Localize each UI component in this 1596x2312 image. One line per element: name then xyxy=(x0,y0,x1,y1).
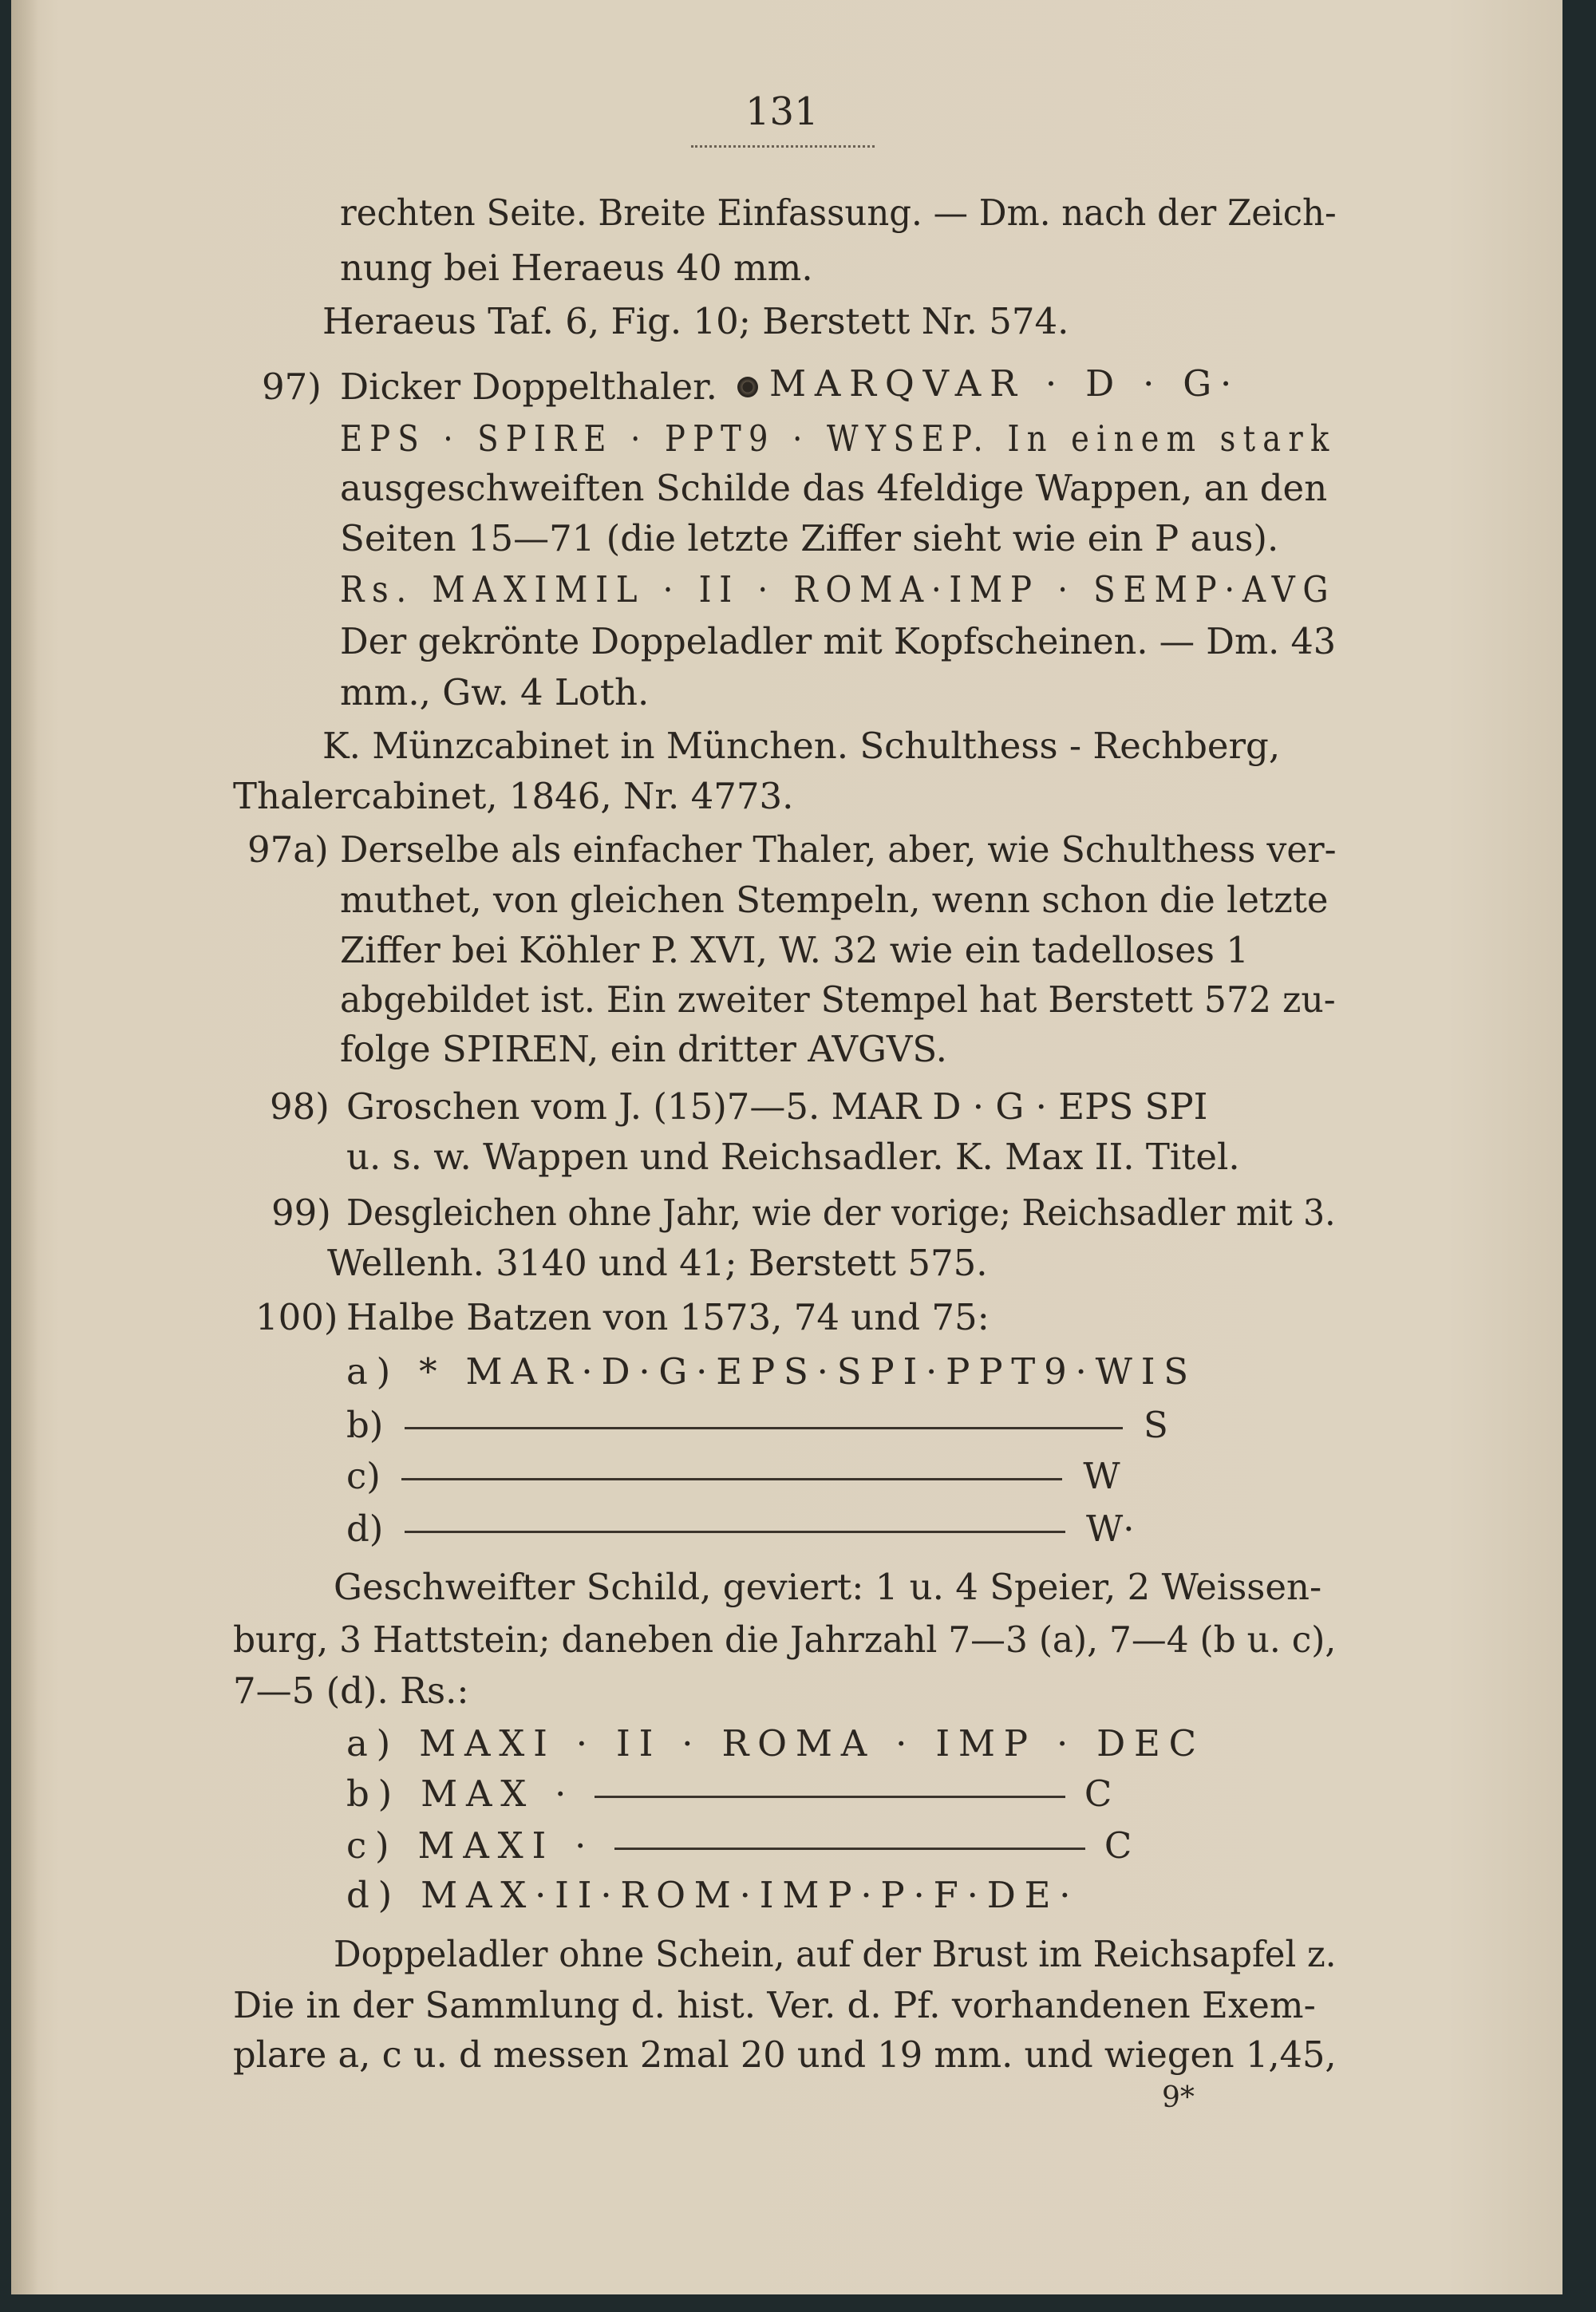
text-line: Doppeladler ohne Schein, auf der Brust im Reichsapfel z. xyxy=(334,1933,1337,1975)
text-line: u. s. w. Wappen und Reichsadler. K. Max II. Titel. xyxy=(346,1136,1240,1178)
legend-line: Rs. MAXIMIL · II · ROMA·IMP · SEMP·AVG xyxy=(340,568,1337,611)
entry-number: 99) xyxy=(271,1192,331,1234)
text-line: Derselbe als einfacher Thaler, aber, wie Schulthess ver- xyxy=(340,828,1337,871)
legend-variant-row xyxy=(346,1773,1112,1815)
text-line: Thalercabinet, 1846, Nr. 4773. xyxy=(233,775,794,817)
ditto-rule xyxy=(614,1848,1085,1850)
text-line: nung bei Heraeus 40 mm. xyxy=(340,247,813,289)
legend-variant-row xyxy=(346,1455,1120,1497)
variant-suffix: C xyxy=(1084,1773,1112,1815)
entry-number: 98) xyxy=(270,1085,330,1128)
page-number-ornament xyxy=(691,142,875,148)
legend-variant-row xyxy=(346,1508,1135,1550)
signature-mark: 9* xyxy=(1162,2081,1195,2114)
text-line: 7—5 (d). Rs.: xyxy=(233,1670,469,1712)
ditto-rule xyxy=(405,1531,1065,1533)
variant-label: b) MAX · xyxy=(346,1773,575,1815)
legend-line: d) MAX·II·ROM·IMP·P·F·DE· xyxy=(346,1874,1080,1916)
text-line: plare a, c u. d messen 2mal 20 und 19 mm. und wiegen 1,45, xyxy=(233,2033,1337,2076)
text-line: folge SPIREN, ein dritter AVGVS. xyxy=(340,1028,947,1070)
text-line: Desgleichen ohne Jahr, wie der vorige; Reichsadler mit 3. xyxy=(346,1192,1336,1234)
entry-number: 100) xyxy=(255,1296,338,1338)
text-line: Geschweifter Schild, geviert: 1 u. 4 Speier, 2 Weissen- xyxy=(334,1566,1322,1608)
text-line: K. Münzcabinet in München. Schulthess - Rechberg, xyxy=(322,725,1281,767)
text-line: Heraeus Taf. 6, Fig. 10; Berstett Nr. 574. xyxy=(322,300,1069,342)
rosette-icon xyxy=(737,377,758,397)
text-line: Die in der Sammlung d. hist. Ver. d. Pf. vorhandenen Exem- xyxy=(233,1984,1316,2026)
text-line: Seiten 15—71 (die letzte Ziffer sieht wie ein P aus). xyxy=(340,517,1279,559)
text-line: abgebildet ist. Ein zweiter Stempel hat Berstett 572 zu- xyxy=(340,978,1336,1021)
ditto-rule xyxy=(595,1796,1065,1798)
entry-number: 97a) xyxy=(247,828,329,871)
text-line: Halbe Batzen von 1573, 74 und 75: xyxy=(346,1296,990,1338)
entry-number: 97) xyxy=(262,366,322,408)
variant-suffix: W· xyxy=(1086,1508,1135,1550)
legend-text: MARQVAR · D · G· xyxy=(769,362,1241,405)
legend-line: a) MAXI · II · ROMA · IMP · DEC xyxy=(346,1722,1205,1765)
legend-variant-row xyxy=(346,1404,1168,1446)
text-line: Ziffer bei Köhler P. XVI, W. 32 wie ein tadelloses 1 xyxy=(340,929,1249,971)
legend-line: a) * MAR·D·G·EPS·SPI·PPT9·WIS xyxy=(346,1350,1197,1393)
variant-label: c) xyxy=(346,1455,381,1497)
variant-label: d) xyxy=(346,1508,384,1550)
text-line: Dicker Doppelthaler. xyxy=(340,366,717,408)
text-line: ausgeschweiften Schilde das 4feldige Wappen, an den xyxy=(340,467,1328,509)
text-line: muthet, von gleichen Stempeln, wenn schon die letzte xyxy=(340,879,1329,921)
text-line: Groschen vom J. (15)7—5. MAR D · G · EPS SPI xyxy=(346,1085,1208,1128)
legend-line xyxy=(737,362,1241,405)
ditto-rule xyxy=(405,1427,1123,1429)
binding-shadow xyxy=(11,0,38,2294)
legend-variant-row xyxy=(346,1824,1132,1867)
legend-line: EPS · SPIRE · PPT9 · WYSEP. In einem stark xyxy=(340,417,1337,460)
text-line: burg, 3 Hattstein; daneben die Jahrzahl 7—3 (a), 7—4 (b u. c), xyxy=(233,1618,1337,1661)
page-number: 131 xyxy=(745,89,819,134)
variant-label: b) xyxy=(346,1404,384,1446)
text-line: rechten Seite. Breite Einfassung. — Dm. nach der Zeich- xyxy=(340,192,1337,234)
text-line: mm., Gw. 4 Loth. xyxy=(340,671,650,713)
variant-suffix: C xyxy=(1104,1824,1132,1867)
variant-label: c) MAXI · xyxy=(346,1824,595,1867)
variant-suffix: W xyxy=(1083,1455,1120,1497)
text-line: Der gekrönte Doppeladler mit Kopfscheinen. — Dm. 43 xyxy=(340,620,1337,662)
book-page xyxy=(11,0,1562,2294)
variant-suffix: S xyxy=(1144,1404,1168,1446)
ditto-rule xyxy=(401,1478,1062,1480)
text-line: Wellenh. 3140 und 41; Berstett 575. xyxy=(327,1242,988,1284)
